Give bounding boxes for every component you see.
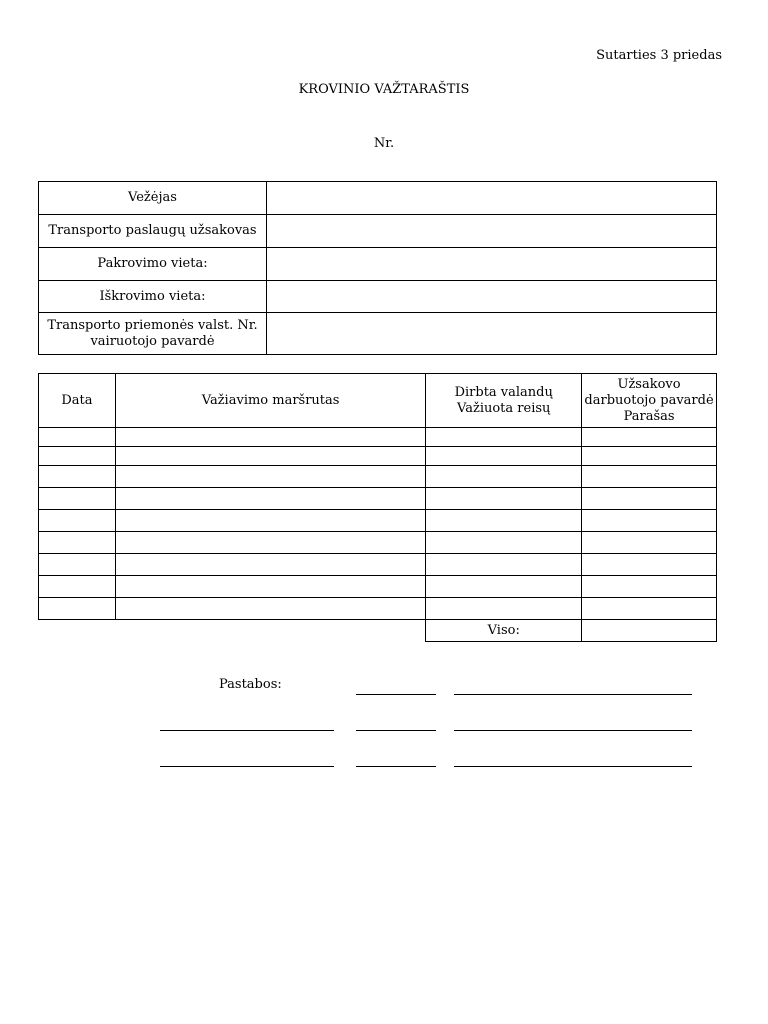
remarks-line[interactable] — [160, 730, 334, 731]
table-row — [39, 532, 717, 554]
info-table — [38, 181, 717, 355]
header-hours-trips: Dirbta valandų Važiuota reisų — [426, 374, 582, 428]
cell-signature[interactable] — [582, 488, 717, 510]
cell-date[interactable] — [39, 598, 116, 620]
table-row — [39, 554, 717, 576]
info-value-vehicle-driver[interactable] — [267, 313, 717, 355]
cell-route[interactable] — [115, 428, 425, 447]
cell-route[interactable] — [115, 576, 425, 598]
remarks-label: Pastabos: — [219, 677, 282, 692]
info-value-customer[interactable] — [267, 215, 717, 248]
info-label-unloading-place: Iškrovimo vieta: — [39, 281, 267, 313]
cell-signature[interactable] — [582, 447, 717, 466]
trip-log-header-row — [39, 374, 717, 428]
cell-hours[interactable] — [426, 598, 582, 620]
info-value-unloading-place[interactable] — [267, 281, 717, 313]
cell-signature[interactable] — [582, 466, 717, 488]
document-number-label: Nr. — [373, 136, 395, 151]
header-route: Važiavimo maršrutas — [115, 374, 425, 428]
total-spacer — [39, 620, 116, 642]
info-label-carrier: Vežėjas — [39, 182, 267, 215]
cell-hours[interactable] — [426, 576, 582, 598]
cell-hours[interactable] — [426, 447, 582, 466]
total-value[interactable] — [582, 620, 717, 642]
table-row — [39, 466, 717, 488]
cell-hours[interactable] — [426, 554, 582, 576]
trip-log-table — [38, 373, 717, 642]
remarks-line[interactable] — [356, 694, 436, 695]
table-row — [39, 510, 717, 532]
cell-route[interactable] — [115, 598, 425, 620]
info-label-loading-place: Pakrovimo vieta: — [39, 248, 267, 281]
cell-signature[interactable] — [582, 428, 717, 447]
cell-signature[interactable] — [582, 510, 717, 532]
cell-hours[interactable] — [426, 428, 582, 447]
remarks-line[interactable] — [454, 730, 692, 731]
cell-route[interactable] — [115, 510, 425, 532]
table-row — [39, 488, 717, 510]
info-row-loading-place — [39, 248, 717, 281]
cell-route[interactable] — [115, 532, 425, 554]
header-date: Data — [39, 374, 116, 428]
cell-signature[interactable] — [582, 598, 717, 620]
cell-signature[interactable] — [582, 554, 717, 576]
cell-date[interactable] — [39, 532, 116, 554]
remarks-line[interactable] — [160, 766, 334, 767]
info-row-carrier — [39, 182, 717, 215]
info-row-customer — [39, 215, 717, 248]
cell-route[interactable] — [115, 447, 425, 466]
cell-hours[interactable] — [426, 532, 582, 554]
info-row-vehicle-driver — [39, 313, 717, 355]
info-label-vehicle-driver: Transporto priemonės valst. Nr. vairuotojo pavardė — [39, 313, 267, 355]
cell-date[interactable] — [39, 466, 116, 488]
cell-hours[interactable] — [426, 466, 582, 488]
cell-signature[interactable] — [582, 532, 717, 554]
info-label-customer: Transporto paslaugų užsakovas — [39, 215, 267, 248]
cell-route[interactable] — [115, 488, 425, 510]
remarks-line[interactable] — [356, 766, 436, 767]
remarks-line[interactable] — [356, 730, 436, 731]
cell-hours[interactable] — [426, 510, 582, 532]
cell-date[interactable] — [39, 447, 116, 466]
cell-date[interactable] — [39, 428, 116, 447]
remarks-line[interactable] — [454, 694, 692, 695]
cell-date[interactable] — [39, 554, 116, 576]
document-title: KROVINIO VAŽTARAŠTIS — [298, 82, 470, 97]
table-row — [39, 598, 717, 620]
table-row — [39, 447, 717, 466]
cell-route[interactable] — [115, 466, 425, 488]
info-value-carrier[interactable] — [267, 182, 717, 215]
table-row — [39, 576, 717, 598]
total-label: Viso: — [426, 620, 582, 642]
header-customer-signature: Užsakovo darbuotojo pavardė Parašas — [582, 374, 717, 428]
cell-date[interactable] — [39, 510, 116, 532]
info-value-loading-place[interactable] — [267, 248, 717, 281]
info-row-unloading-place — [39, 281, 717, 313]
cell-hours[interactable] — [426, 488, 582, 510]
annex-label: Sutarties 3 priedas — [596, 48, 722, 63]
total-spacer — [115, 620, 425, 642]
trip-log-total-row — [39, 620, 717, 642]
table-row — [39, 428, 717, 447]
cell-route[interactable] — [115, 554, 425, 576]
cell-signature[interactable] — [582, 576, 717, 598]
cell-date[interactable] — [39, 488, 116, 510]
cell-date[interactable] — [39, 576, 116, 598]
remarks-line[interactable] — [454, 766, 692, 767]
